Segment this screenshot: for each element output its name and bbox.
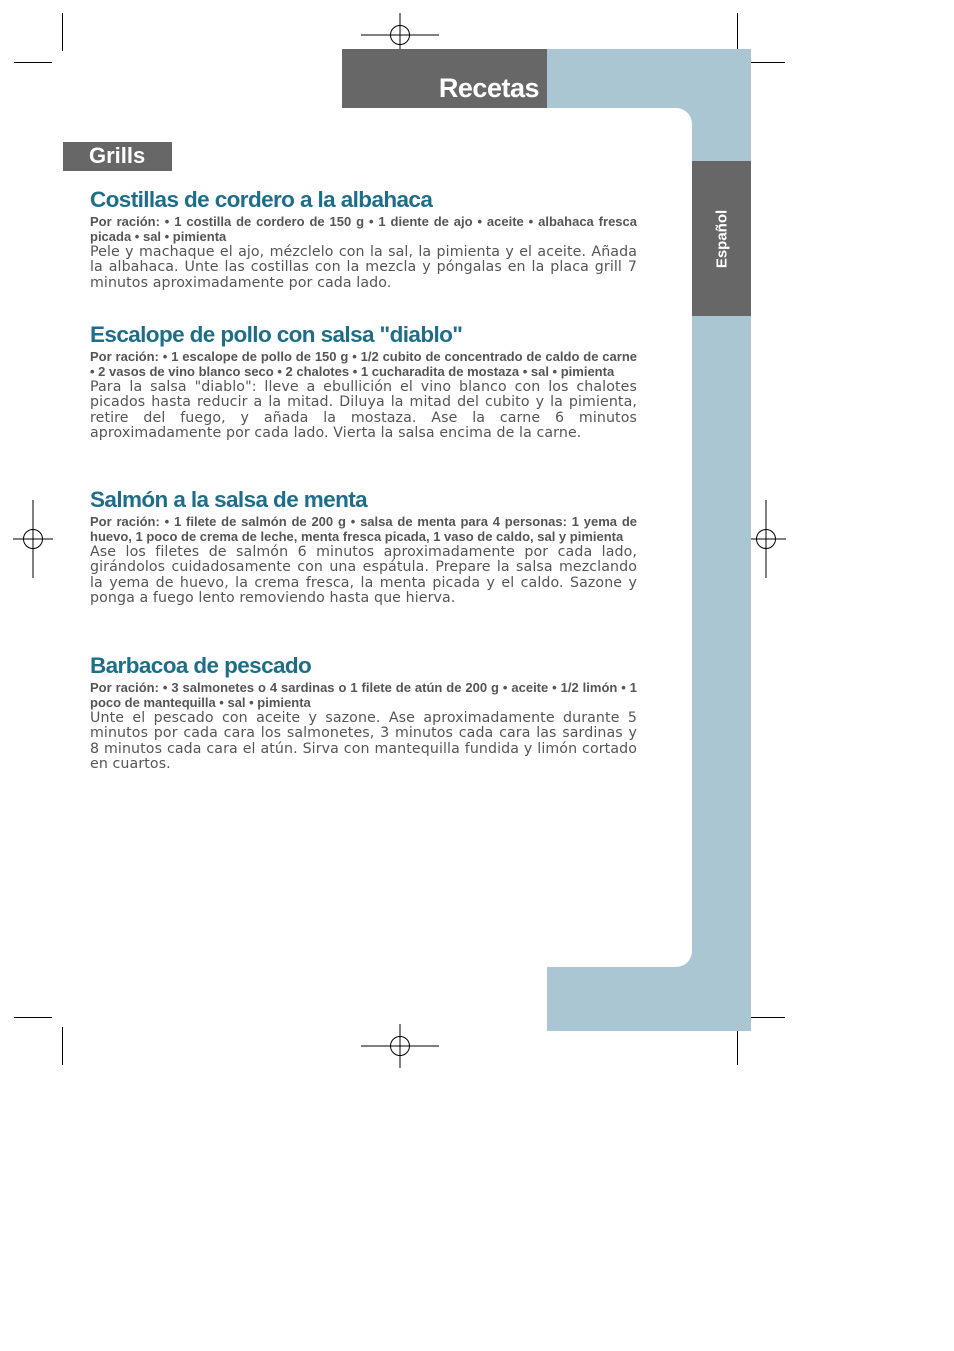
recipe-title: Salmón a la salsa de menta (90, 487, 368, 512)
crop-mark (62, 13, 63, 51)
recipe (90, 487, 637, 606)
recipe-ingredients: Por ración: • 1 escalope de pollo de 150 g • 1/2 cubito de concentrado de caldo de carne • 2 vasos de vino blanco seco • 2 chalotes • 1 cucharadita de mostaza • sal • pimienta (90, 349, 637, 379)
language-label: Español (713, 209, 730, 268)
recipe-instructions: Ase los filetes de salmón 6 minutos aproximadamente por cada lado, girándolos cuidadosamente con una espátula. Prepare la salsa mezclando la yema de huevo, la crema fresca, la menta picada y el caldo. Sazone y ponga a fuego lento removiendo hasta que hierva. (90, 544, 637, 606)
recipe (90, 653, 637, 772)
recipe-instructions: Para la salsa "diablo": lleve a ebullición el vino blanco con los chalotes picados hasta reducir a la mitad. Diluya la mitad del cubito y la pimienta, retire del fuego, y añada la mostaza. Ase la carne 6 minutos aproximadamente por cada lado. Vierta la salsa encima de la carne. (90, 379, 637, 441)
title-bar (342, 49, 547, 108)
section-label: Grills (89, 143, 146, 168)
recipe (90, 187, 637, 291)
crop-mark (737, 13, 738, 51)
crop-mark (62, 1027, 63, 1065)
recipe-title: Barbacoa de pescado (90, 653, 312, 678)
recipe-ingredients: Por ración: • 3 salmonetes o 4 sardinas o 1 filete de atún de 200 g • aceite • 1/2 limón • 1 poco de mantequilla • sal • pimienta (90, 680, 637, 710)
registration-mark-icon (13, 500, 53, 578)
recipe-instructions: Pele y machaque el ajo, mézclelo con la sal, la pimienta y el aceite. Añada la albahaca. Unte las costillas con la mezcla y póngalas en la placa grill 7 minutos aproximadamente por cada lado. (90, 244, 637, 291)
recipe-title: Costillas de cordero a la albahaca (90, 187, 433, 212)
language-tab (692, 161, 751, 316)
recipe-ingredients: Por ración: • 1 costilla de cordero de 150 g • 1 diente de ajo • aceite • albahaca fresca picada • sal • pimienta (90, 214, 637, 244)
crop-mark (747, 1017, 785, 1018)
crop-mark (737, 1027, 738, 1065)
recipe-instructions: Unte el pescado con aceite y sazone. Ase aproximadamente durante 5 minutos por cada cara los salmonetes, 3 minutos cada cara las sardinas y 8 minutos cada cara el atún. Sirva con mantequilla fundida y limón cortado en cuartos. (90, 710, 637, 772)
recipe (90, 322, 637, 441)
registration-mark-icon (361, 1024, 439, 1068)
registration-mark-icon (746, 500, 786, 578)
recipe-title: Escalope de pollo con salsa "diablo" (90, 322, 463, 347)
section-tag (63, 142, 172, 171)
crop-mark (747, 62, 785, 63)
page-title: Recetas (438, 73, 539, 103)
recipe-ingredients: Por ración: • 1 filete de salmón de 200 g • salsa de menta para 4 personas: 1 yema de huevo, 1 poco de crema de leche, menta fresca picada, 1 vaso de caldo, sal y pimienta (90, 514, 637, 544)
crop-mark (14, 1017, 52, 1018)
crop-mark (14, 62, 52, 63)
